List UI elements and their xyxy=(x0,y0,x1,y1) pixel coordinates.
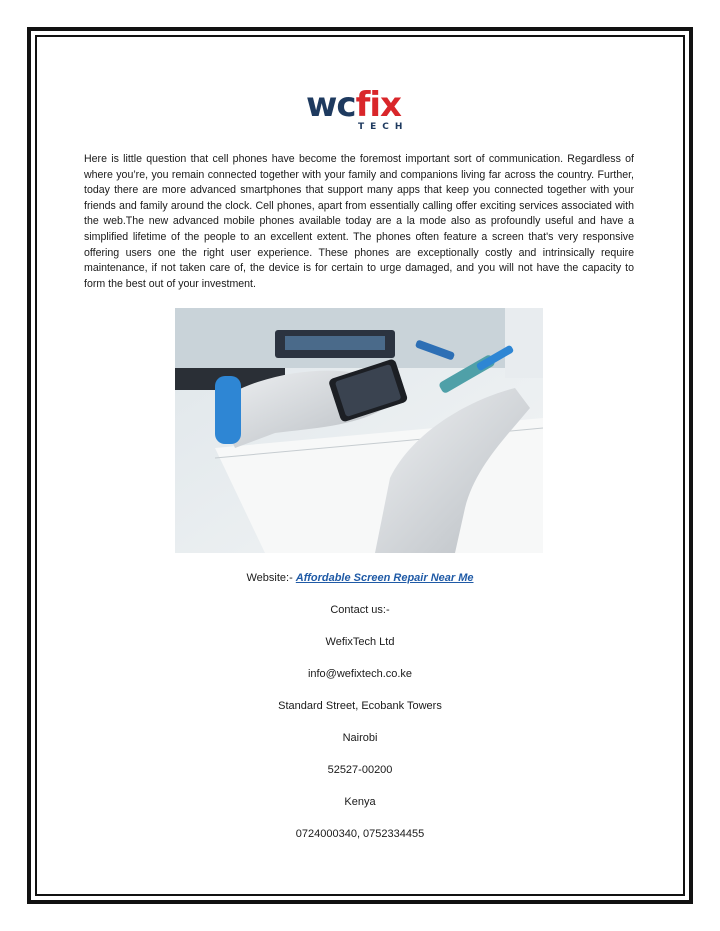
country: Kenya xyxy=(344,796,376,808)
phone-repair-photo xyxy=(175,308,543,553)
wefix-logo xyxy=(306,85,416,134)
logo-wc: wc xyxy=(306,85,356,125)
logo-wordmark xyxy=(306,85,401,125)
website-link[interactable]: Affordable Screen Repair Near Me xyxy=(295,572,474,584)
email-address: info@wefixtech.co.ke xyxy=(307,668,413,680)
body-paragraph: Here is little question that cell phones have become the foremost important sort of communication. Regardless of where you’re, you remain connected together with your family and companions living far across the country. Further, today there are more advanced smartphones that support many apps that keep you connected together with your friends and family around the clock. Cell phones, apart from essentially calling offer exciting services associated with the web.The new advanced mobile phones available today are a la mode also as profoundly useful and have a simplified lifetime of the people to an excellent extent. The phones often feature a screen that's very responsive offering users one the right user experience. These phones are exceptionally costly and intrinsically require maintenance, if not taken care of, the device is for certain to urge damaged, and you will not have the capacity to form the best out of your investment. xyxy=(84,153,634,290)
website-line xyxy=(0,572,720,584)
logo-tech: TECH xyxy=(358,122,409,132)
city: Nairobi xyxy=(342,732,378,744)
contact-label: Contact us:- xyxy=(330,604,390,616)
company-name: WefixTech Ltd xyxy=(325,636,395,648)
postal-code: 52527-00200 xyxy=(327,764,393,776)
street-address: Standard Street, Ecobank Towers xyxy=(278,700,442,712)
website-label: Website:- xyxy=(246,572,296,584)
phone-numbers: 0724000340, 0752334455 xyxy=(295,828,425,840)
logo-fix: fix xyxy=(355,85,401,125)
